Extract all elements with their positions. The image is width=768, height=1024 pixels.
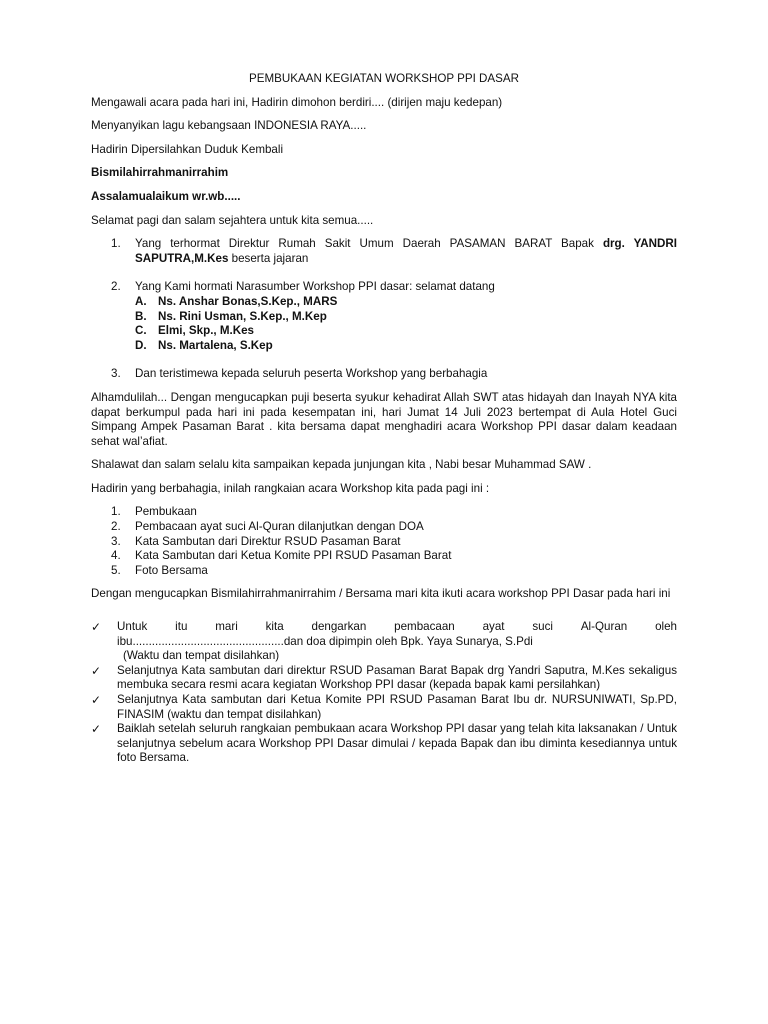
paragraph-closing-intro: Dengan mengucapkan Bismilahirrahmanirrahim / Bersama mari kita ikuti acara workshop PPI Dasar pada hari ini bbox=[91, 587, 671, 601]
paragraph-opening: Mengawali acara pada hari ini, Hadirin dimohon berdiri.... (dirijen maju kedepan) bbox=[91, 95, 503, 109]
speaker-letter: A. bbox=[135, 294, 147, 308]
paragraph-agenda-intro: Hadirin yang berbahagia, inilah rangkaian acara Workshop kita pada pagi ini : bbox=[91, 481, 490, 495]
speaker-name: Ns. Martalena, S.Kep bbox=[158, 338, 273, 352]
word: itu bbox=[175, 620, 188, 634]
greeting-list bbox=[91, 237, 677, 382]
agenda-text: Foto Bersama bbox=[135, 563, 208, 577]
speaker-item bbox=[135, 324, 677, 339]
word: kita bbox=[265, 620, 284, 634]
paragraph-bismillah: Bismilahirrahmanirrahim bbox=[91, 166, 229, 180]
checklist bbox=[91, 620, 677, 766]
checklist-item-committee-speech bbox=[91, 693, 677, 722]
paragraph-sit-down: Hadirin Dipersilahkan Duduk Kembali bbox=[91, 142, 284, 156]
agenda-text: Pembacaan ayat suci Al-Quran dilanjutkan dengan DOA bbox=[135, 520, 424, 534]
agenda-item bbox=[91, 535, 677, 550]
greeting-suffix: beserta jajaran bbox=[228, 251, 309, 265]
checklist-text: Baiklah setelah seluruh rangkaian pembukaan acara Workshop PPI dasar yang telah kita laksanakan / Untuk selanjutnya sebelum acara Workshop PPI Dasar dimulai / kepada Bapak dan ibu diminta kesediannya untuk foto Bersama. bbox=[117, 722, 677, 765]
word: ayat bbox=[482, 620, 505, 634]
speaker-list bbox=[135, 295, 677, 353]
justified-line bbox=[117, 620, 677, 635]
greeting-item-director bbox=[91, 237, 677, 266]
greeting-item-participants bbox=[91, 367, 677, 382]
word: dengarkan bbox=[311, 620, 367, 634]
checklist-text: Selanjutnya Kata sambutan dari Ketua Komite PPI RSUD Pasaman Barat Ibu dr. NURSUNIWATI, Sp.PD, FINASIM (waktu dan tempat disilahkan) bbox=[117, 693, 677, 721]
greeting-text: Dan teristimewa kepada seluruh peserta Workshop yang berbahagia bbox=[135, 367, 488, 381]
agenda-item bbox=[91, 564, 677, 579]
checklist-text: Selanjutnya Kata sambutan dari direktur RSUD Pasaman Barat Bapak drg Yandri Saputra, M.Kes sekaligus membuka secara resmi acara kegiatan Workshop PPI dasar (kepada bapak kami persilahkan) bbox=[117, 663, 677, 692]
checkmark-icon: ✓ bbox=[91, 663, 102, 678]
speaker-item bbox=[135, 339, 677, 354]
checkmark-icon: ✓ bbox=[91, 693, 102, 707]
word: mari bbox=[215, 620, 238, 634]
greeting-item-speakers bbox=[91, 280, 677, 353]
quran-note: (Waktu dan tempat disilahkan) bbox=[123, 649, 280, 663]
speaker-name: Elmi, Skp., M.Kes bbox=[158, 324, 254, 338]
agenda-list bbox=[91, 505, 677, 578]
speaker-letter: B. bbox=[135, 309, 147, 323]
speaker-item bbox=[135, 310, 677, 325]
checkmark-icon: ✓ bbox=[91, 722, 102, 737]
list-number: 5. bbox=[111, 563, 121, 577]
document-body bbox=[91, 72, 677, 766]
list-number: 2. bbox=[111, 280, 121, 294]
speaker-name: Ns. Rini Usman, S.Kep., M.Kep bbox=[158, 309, 327, 323]
speaker-letter: C. bbox=[135, 324, 147, 338]
paragraph-salam: Assalamualaikum wr.wb..... bbox=[91, 189, 241, 203]
checklist-item-photo bbox=[91, 722, 677, 766]
list-number: 1. bbox=[111, 505, 121, 519]
director-name: drg. YANDRI SAPUTRA,M.Kes bbox=[135, 237, 677, 265]
paragraph-shalawat: Shalawat dan salam selalu kita sampaikan kepada junjungan kita , Nabi besar Muhammad SAW . bbox=[91, 458, 592, 472]
agenda-text: Pembukaan bbox=[135, 505, 197, 519]
list-number: 2. bbox=[111, 520, 121, 534]
paragraph-alhamdulilah: Alhamdulilah... Dengan mengucapkan puji beserta syukur kehadirat Allah SWT atas hidayah dan Inayah NYA kita dapat berkumpul pada hari ini pada kesempatan ini, hari Jumat 14 Juli 2023 bertempat di Aula Hotel Guci Simpang Ampek Pasaman Barat . kita bersama dapat menghadiri acara Workshop PPI dasar dalam keadaan sehat wal’afiat. bbox=[91, 390, 677, 448]
list-number: 1. bbox=[111, 237, 121, 251]
word: pembacaan bbox=[394, 620, 455, 634]
speaker-item bbox=[135, 295, 677, 310]
speaker-name: Ns. Anshar Bonas,S.Kep., MARS bbox=[158, 294, 338, 308]
checkmark-icon: ✓ bbox=[91, 620, 102, 635]
list-number: 3. bbox=[111, 367, 121, 381]
quran-reader-line: ibu...............................................dan doa dipimpin oleh Bpk. Yaya Sunarya, S.Pdi bbox=[117, 634, 533, 648]
agenda-text: Kata Sambutan dari Direktur RSUD Pasaman Barat bbox=[135, 534, 401, 548]
checklist-item-quran bbox=[91, 620, 677, 664]
greeting-text: Yang terhormat Direktur Rumah Sakit Umum Daerah PASAMAN BARAT Bapak bbox=[135, 237, 603, 251]
list-number: 3. bbox=[111, 534, 121, 548]
paragraph-anthem: Menyanyikan lagu kebangsaan INDONESIA RAYA..... bbox=[91, 119, 367, 133]
agenda-item bbox=[91, 505, 677, 520]
agenda-text: Kata Sambutan dari Ketua Komite PPI RSUD Pasaman Barat bbox=[135, 549, 452, 563]
greeting-text: Yang Kami hormati Narasumber Workshop PPI dasar: selamat datang bbox=[135, 280, 495, 294]
paragraph-greeting: Selamat pagi dan salam sejahtera untuk kita semua..... bbox=[91, 213, 374, 227]
document-title: PEMBUKAAN KEGIATAN WORKSHOP PPI DASAR bbox=[249, 72, 519, 85]
word: Al-Quran bbox=[580, 620, 628, 634]
word: oleh bbox=[655, 620, 677, 634]
agenda-item bbox=[91, 549, 677, 564]
word: Untuk bbox=[117, 620, 148, 634]
word: suci bbox=[532, 620, 553, 634]
checklist-item-director-speech bbox=[91, 664, 677, 693]
speaker-letter: D. bbox=[135, 338, 147, 352]
list-number: 4. bbox=[111, 549, 121, 563]
agenda-item bbox=[91, 520, 677, 535]
